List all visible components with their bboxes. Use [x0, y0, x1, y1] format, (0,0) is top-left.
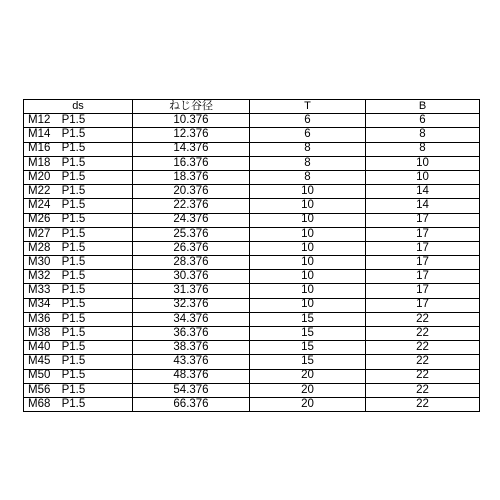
cell-t: 10 — [250, 256, 366, 270]
table-row — [24, 369, 480, 383]
cell-thread-diameter: 38.376 — [133, 341, 250, 355]
cell-b: 17 — [366, 227, 480, 241]
cell-b: 22 — [366, 355, 480, 369]
table-row — [24, 270, 480, 284]
table-row — [24, 114, 480, 128]
table-row — [24, 170, 480, 184]
cell-b: 17 — [366, 256, 480, 270]
cell-t: 20 — [250, 383, 366, 397]
cell-ds: M30 P1.5 — [24, 256, 133, 270]
cell-ds: M33 P1.5 — [24, 284, 133, 298]
cell-t: 10 — [250, 298, 366, 312]
cell-ds: M14 P1.5 — [24, 128, 133, 142]
table-row — [24, 241, 480, 255]
cell-thread-diameter: 10.376 — [133, 114, 250, 128]
cell-ds: M16 P1.5 — [24, 142, 133, 156]
cell-t: 10 — [250, 284, 366, 298]
cell-t: 8 — [250, 156, 366, 170]
cell-ds: M36 P1.5 — [24, 312, 133, 326]
cell-t: 8 — [250, 142, 366, 156]
cell-thread-diameter: 28.376 — [133, 256, 250, 270]
table-row — [24, 185, 480, 199]
cell-ds: M34 P1.5 — [24, 298, 133, 312]
cell-b: 17 — [366, 270, 480, 284]
cell-thread-diameter: 48.376 — [133, 369, 250, 383]
table-row — [24, 199, 480, 213]
table-row — [24, 256, 480, 270]
table-row — [24, 156, 480, 170]
cell-b: 17 — [366, 298, 480, 312]
cell-t: 8 — [250, 170, 366, 184]
cell-t: 20 — [250, 369, 366, 383]
cell-ds: M45 P1.5 — [24, 355, 133, 369]
cell-t: 6 — [250, 114, 366, 128]
cell-t: 10 — [250, 227, 366, 241]
cell-ds: M18 P1.5 — [24, 156, 133, 170]
cell-ds: M56 P1.5 — [24, 383, 133, 397]
cell-thread-diameter: 31.376 — [133, 284, 250, 298]
cell-thread-diameter: 14.376 — [133, 142, 250, 156]
table-row — [24, 355, 480, 369]
cell-b: 8 — [366, 128, 480, 142]
cell-b: 10 — [366, 156, 480, 170]
cell-b: 22 — [366, 369, 480, 383]
cell-t: 10 — [250, 199, 366, 213]
cell-thread-diameter: 20.376 — [133, 185, 250, 199]
cell-thread-diameter: 66.376 — [133, 397, 250, 411]
cell-t: 15 — [250, 341, 366, 355]
header-ds: ds — [24, 100, 133, 114]
table-row — [24, 341, 480, 355]
cell-ds: M22 P1.5 — [24, 185, 133, 199]
cell-ds: M40 P1.5 — [24, 341, 133, 355]
cell-ds: M68 P1.5 — [24, 397, 133, 411]
cell-thread-diameter: 43.376 — [133, 355, 250, 369]
cell-t: 10 — [250, 241, 366, 255]
cell-thread-diameter: 36.376 — [133, 327, 250, 341]
table-row — [24, 142, 480, 156]
cell-t: 15 — [250, 312, 366, 326]
cell-t: 15 — [250, 327, 366, 341]
table-row — [24, 327, 480, 341]
table-row — [24, 383, 480, 397]
cell-b: 22 — [366, 397, 480, 411]
table-header-row — [24, 100, 480, 114]
cell-b: 6 — [366, 114, 480, 128]
cell-b: 22 — [366, 341, 480, 355]
table-row — [24, 213, 480, 227]
cell-thread-diameter: 54.376 — [133, 383, 250, 397]
cell-t: 10 — [250, 270, 366, 284]
cell-t: 10 — [250, 185, 366, 199]
cell-ds: M26 P1.5 — [24, 213, 133, 227]
cell-b: 22 — [366, 312, 480, 326]
header-t: T — [250, 100, 366, 114]
table-row — [24, 128, 480, 142]
cell-thread-diameter: 22.376 — [133, 199, 250, 213]
cell-b: 8 — [366, 142, 480, 156]
table-row — [24, 284, 480, 298]
cell-ds: M12 P1.5 — [24, 114, 133, 128]
table-row — [24, 227, 480, 241]
cell-thread-diameter: 18.376 — [133, 170, 250, 184]
cell-b: 17 — [366, 213, 480, 227]
cell-b: 17 — [366, 241, 480, 255]
table-row — [24, 298, 480, 312]
cell-thread-diameter: 32.376 — [133, 298, 250, 312]
cell-t: 6 — [250, 128, 366, 142]
cell-ds: M38 P1.5 — [24, 327, 133, 341]
cell-thread-diameter: 25.376 — [133, 227, 250, 241]
cell-t: 15 — [250, 355, 366, 369]
cell-b: 17 — [366, 284, 480, 298]
table-row — [24, 312, 480, 326]
cell-ds: M32 P1.5 — [24, 270, 133, 284]
header-b: B — [366, 100, 480, 114]
header-thread-diameter: ねじ谷径 — [133, 100, 250, 114]
cell-t: 20 — [250, 397, 366, 411]
cell-ds: M28 P1.5 — [24, 241, 133, 255]
cell-thread-diameter: 12.376 — [133, 128, 250, 142]
cell-ds: M24 P1.5 — [24, 199, 133, 213]
cell-thread-diameter: 26.376 — [133, 241, 250, 255]
cell-b: 22 — [366, 327, 480, 341]
cell-ds: M50 P1.5 — [24, 369, 133, 383]
cell-thread-diameter: 24.376 — [133, 213, 250, 227]
table-row — [24, 397, 480, 411]
cell-thread-diameter: 34.376 — [133, 312, 250, 326]
cell-b: 10 — [366, 170, 480, 184]
cell-thread-diameter: 16.376 — [133, 156, 250, 170]
cell-ds: M27 P1.5 — [24, 227, 133, 241]
thread-spec-table — [23, 99, 480, 412]
table-body — [24, 114, 480, 412]
cell-b: 22 — [366, 383, 480, 397]
cell-b: 14 — [366, 199, 480, 213]
cell-ds: M20 P1.5 — [24, 170, 133, 184]
cell-t: 10 — [250, 213, 366, 227]
cell-b: 14 — [366, 185, 480, 199]
cell-thread-diameter: 30.376 — [133, 270, 250, 284]
